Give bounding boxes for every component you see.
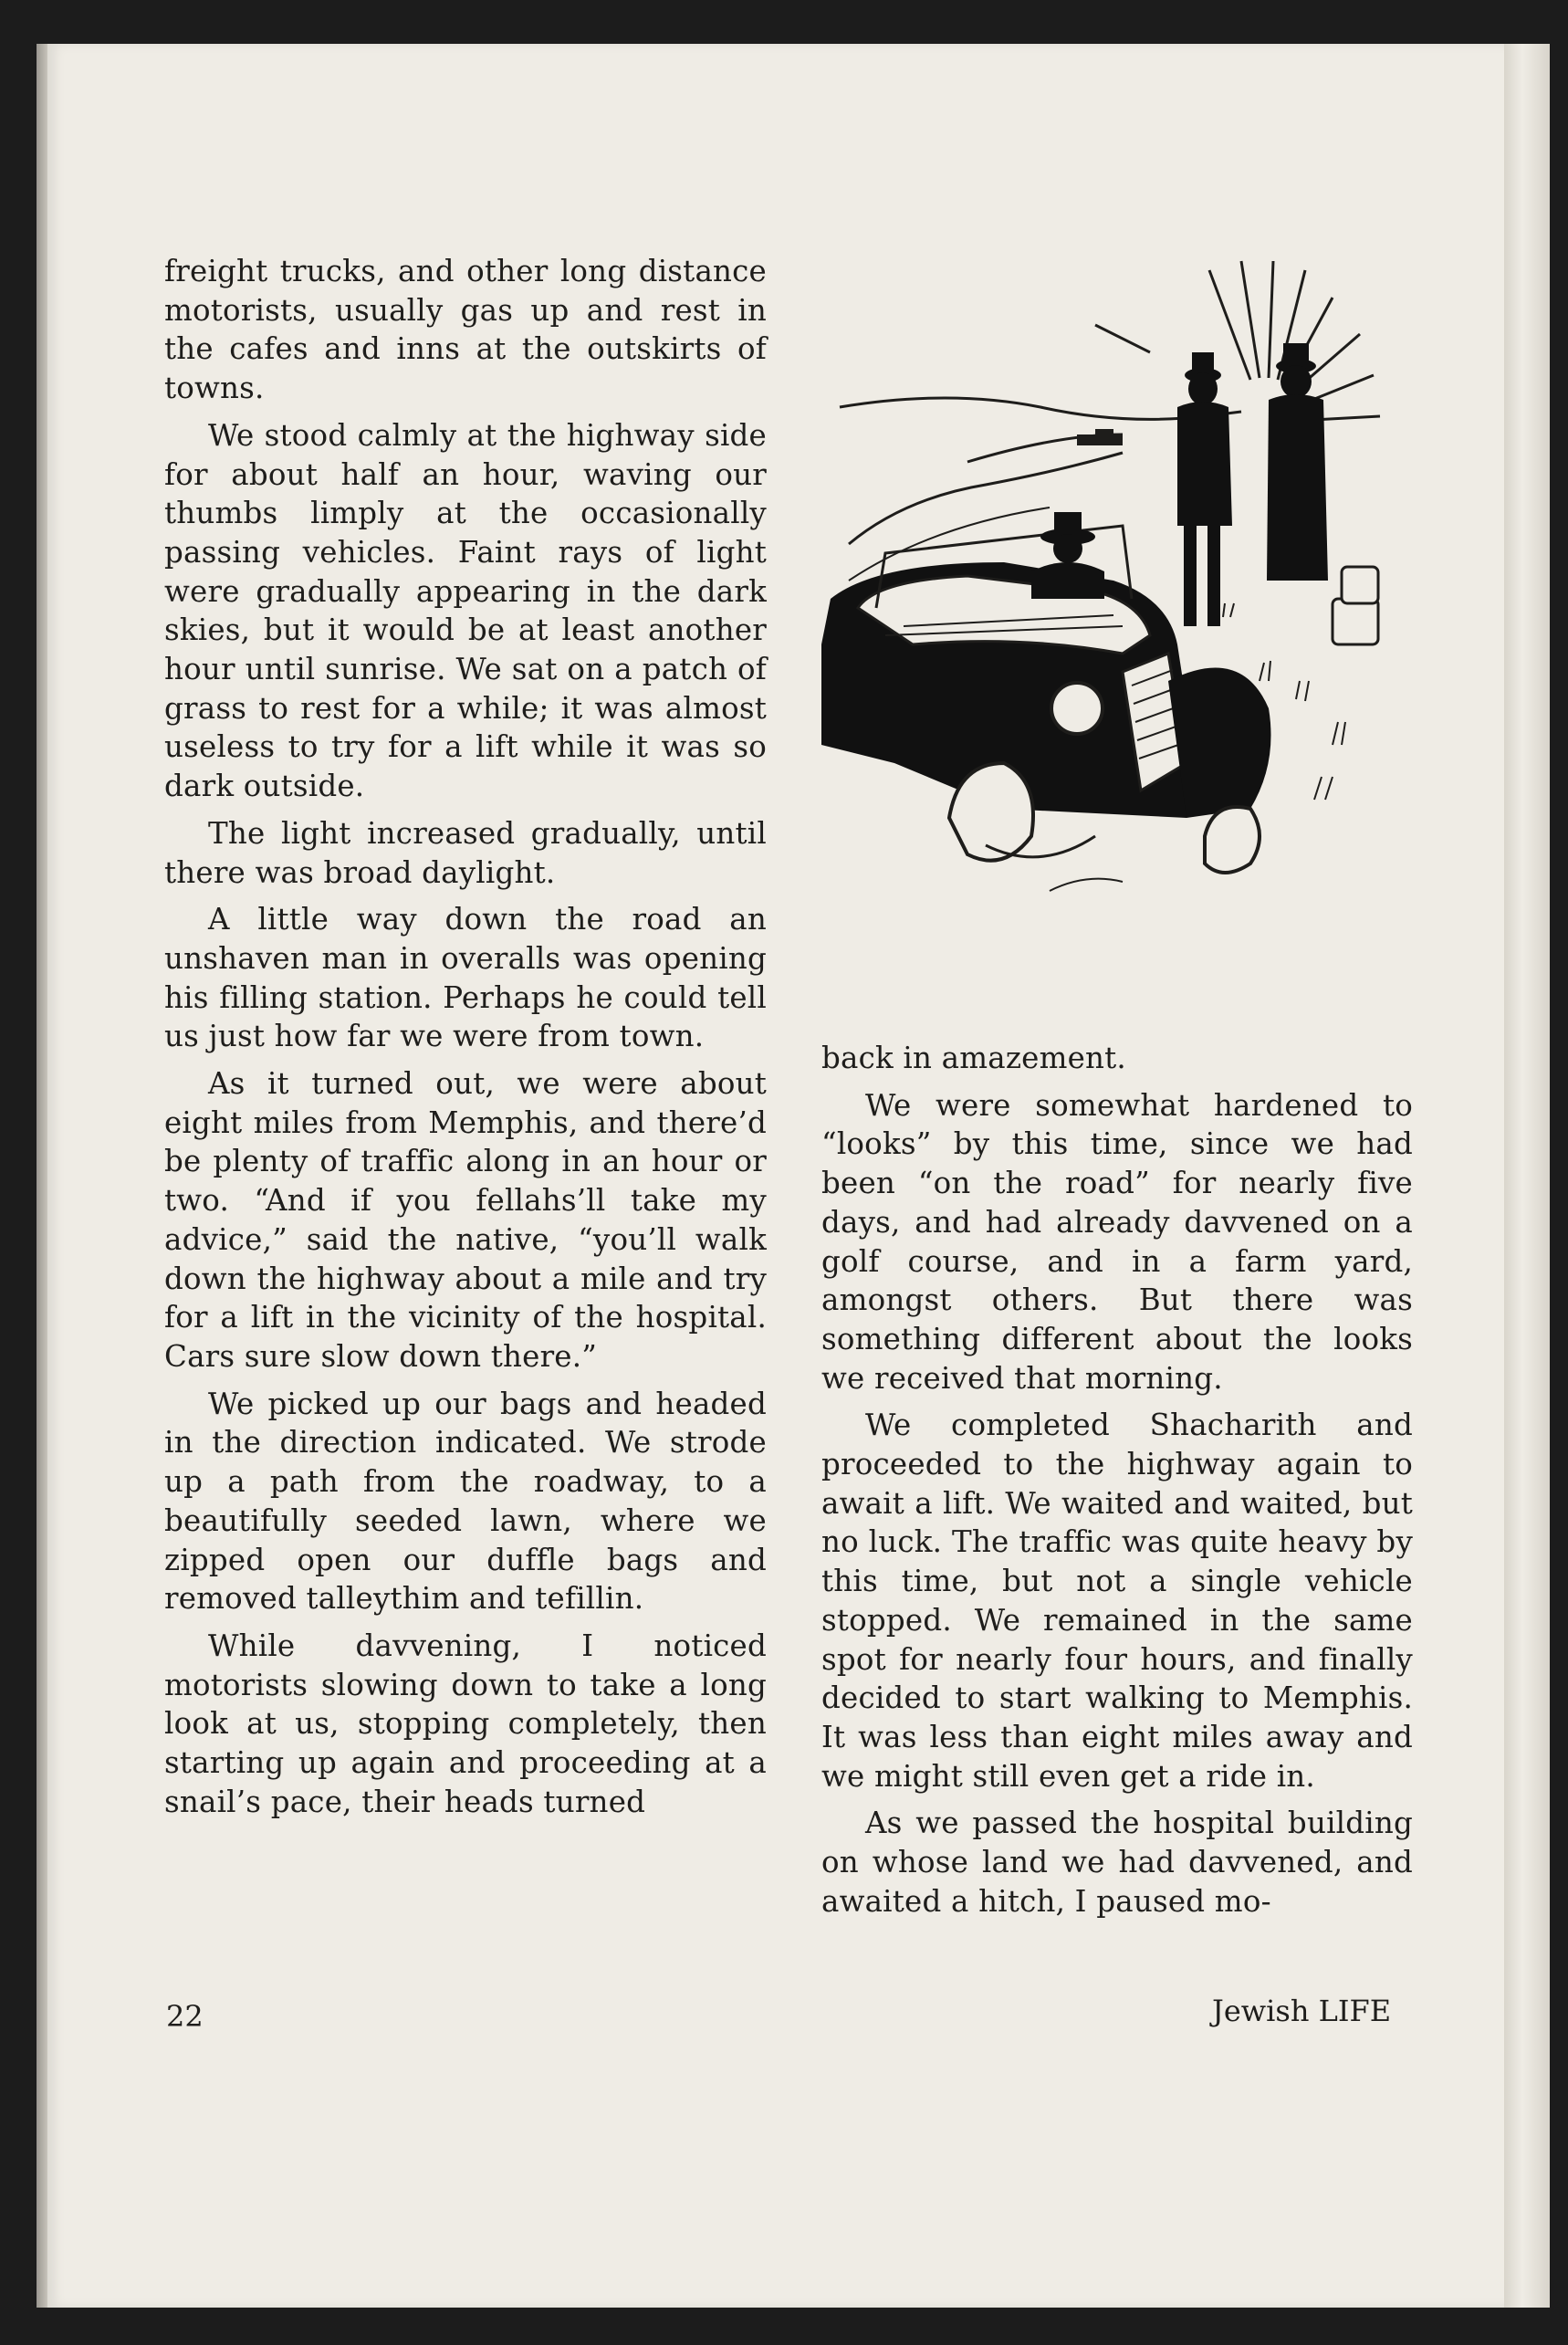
paragraph: We were somewhat hardened to “looks” by this time, since we had been “on the road” for nearly five days, and had already davvened on a golf course, and in a farm yard, amongst others. But there was something different about the looks we received that morning.: [821, 1087, 1413, 1396]
paragraph: A little way down the road an unshaven man in overalls was opening his filling station. Perhaps he could tell us just how far we were from town.: [164, 902, 767, 1054]
right-column: [821, 1039, 1413, 1929]
paragraph: As we passed the hospital building on whose land we had davvened, and awaited a hitch, I paused mo-: [821, 1806, 1413, 1919]
paragraph: As it turned out, we were about eight miles from Memphis, and there’d be plenty of traffic along in an hour or two. “And if you fellahs’ll take my advice,” said the native, “you’ll walk down the highway about a mile and try for a lift in the vicinity of the hospital. Cars sure slow down there.”: [164, 1066, 767, 1374]
paragraph: We completed Shacharith and proceeded to the highway again to await a lift. We waited and waited, but no luck. The traffic was quite heavy by this time, but not a single vehicle stopped. We remained in the same spot for nearly four hours, and finally decided to start walking to Memphis. It was less than eight miles away and we might still even get a ride in.: [821, 1408, 1413, 1794]
left-column: [164, 252, 767, 1829]
paragraph: While davvening, I noticed motorists slowing down to take a long look at us, stopping completely, then starting up again and proceeding at a snail’s pace, their heads turned: [164, 1628, 767, 1819]
paragraph: back in amazement.: [821, 1041, 1126, 1075]
paragraph: freight trucks, and other long distance motorists, usually gas up and rest in the cafes and inns at the outskirts of towns.: [164, 254, 767, 406]
sun-rays: [1095, 261, 1380, 421]
two-men: [1177, 343, 1328, 626]
journal-name: Jewish LIFE: [1212, 1994, 1392, 2028]
paragraph: We stood calmly at the highway side for about half an hour, waving our thumbs limply at the occasionally passing vehicles. Faint rays of light were gradually appearing in the dark skies, but it would be at least another hour until sunrise. We sat on a patch of grass to rest for a while; it was almost useless to try for a lift while it was so dark outside.: [164, 417, 767, 804]
paragraph: The light increased gradually, until there was broad daylight.: [164, 815, 767, 890]
paragraph: We picked up our bags and headed in the direction indicated. We strode up a path from the roadway, to a beautifully seeded lawn, where we zipped open our duffle bags and removed talleythim and tefillin.: [164, 1386, 767, 1617]
hitchhikers-car-illustration: [821, 252, 1406, 1019]
page-number: 22: [166, 1999, 204, 2034]
car: [821, 512, 1271, 891]
book-gutter: [1504, 44, 1550, 2308]
